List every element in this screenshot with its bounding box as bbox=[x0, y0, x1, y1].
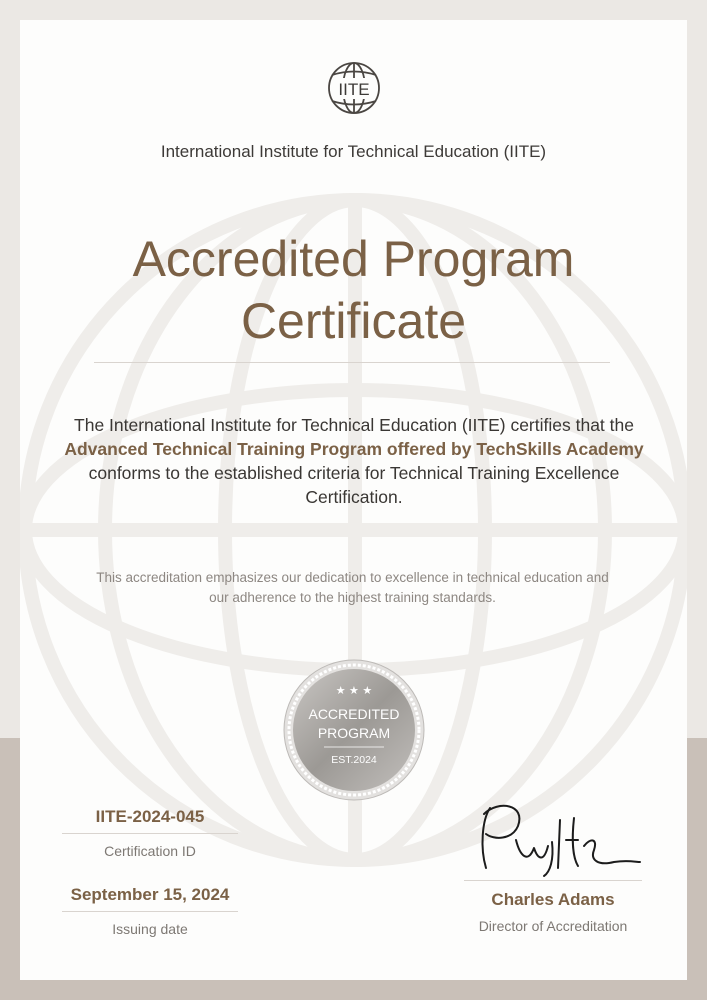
certification-id-label: Certification ID bbox=[104, 843, 196, 859]
issue-date-field bbox=[62, 885, 238, 937]
certification-id: IITE-2024-045 bbox=[62, 807, 238, 834]
signature-line bbox=[464, 880, 642, 881]
institute-name: International Institute for Technical Education (IITE) bbox=[160, 142, 547, 161]
certificate bbox=[20, 20, 687, 980]
seal-established: EST.2024 bbox=[331, 754, 377, 766]
certificate-title bbox=[20, 228, 687, 352]
statement-part-1: The International Institute for Technical Education (IITE) certifies that the bbox=[74, 415, 634, 435]
signatory-title: Director of Accreditation bbox=[478, 918, 628, 934]
title-line-2: Certificate bbox=[240, 293, 467, 349]
title-line-1: Accredited Program bbox=[132, 231, 575, 287]
issue-date-label: Issuing date bbox=[112, 921, 188, 937]
handwritten-signature bbox=[464, 790, 642, 880]
institute-logo bbox=[325, 58, 383, 122]
title-divider bbox=[94, 362, 610, 363]
certification-id-field bbox=[62, 807, 238, 859]
seal-stars: ★ ★ ★ bbox=[335, 684, 373, 697]
globe-icon bbox=[325, 58, 383, 122]
certification-statement bbox=[54, 413, 654, 509]
seal-line-2: PROGRAM bbox=[317, 725, 391, 741]
program-name: Advanced Technical Training Program offered by TechSkills Academy bbox=[64, 439, 644, 459]
issue-date: September 15, 2024 bbox=[62, 885, 238, 912]
seal-line-1: ACCREDITED bbox=[308, 706, 400, 722]
signature-block bbox=[464, 790, 642, 934]
signatory-name: Charles Adams bbox=[491, 890, 615, 909]
logo-text: IITE bbox=[338, 80, 370, 99]
accreditation-seal bbox=[283, 659, 425, 801]
statement-part-2: conforms to the established criteria for Technical Training Excellence Certification. bbox=[88, 463, 620, 507]
accreditation-note: This accreditation emphasizes our dedication to excellence in technical education and our adherence to the highest training standards. bbox=[96, 570, 609, 605]
